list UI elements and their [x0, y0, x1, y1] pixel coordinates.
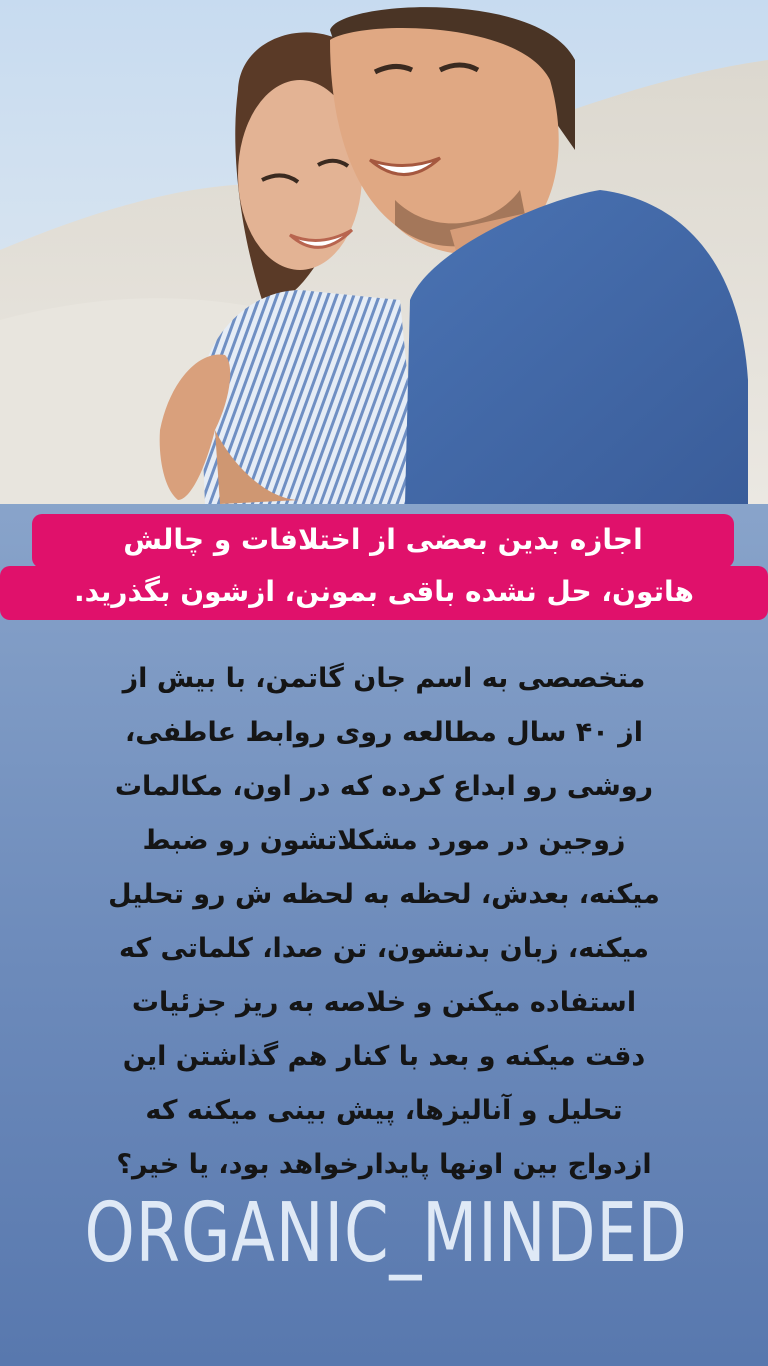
body-line: روشی رو ابداع کرده که در اون، مکالمات	[114, 771, 654, 802]
body-line: زوجین در مورد مشکلاتشون رو ضبط	[142, 825, 626, 856]
headline-line-1: اجازه بدین بعضی از اختلافات و چالش	[32, 514, 734, 568]
headline-banner	[0, 508, 768, 628]
body-line: تحلیل و آنالیزها، پیش بینی میکنه که	[145, 1095, 623, 1126]
body-line: میکنه، زبان بدنشون، تن صدا، کلماتی که	[118, 933, 650, 964]
body-line: استفاده میکنن و خلاصه به ریز جزئیات	[131, 987, 637, 1018]
body-line: میکنه، بعدش، لحظه به لحظه ش رو تحلیل	[108, 879, 660, 910]
watermark-text: ORGANIC_MINDED	[84, 1186, 688, 1281]
couple-hugging-photo-icon	[0, 0, 768, 504]
headline-line-2: هاتون، حل نشده باقی بمونن، ازشون بگذرید.	[0, 566, 768, 620]
body-paragraph	[40, 652, 728, 1192]
body-line: ازدواج بین اونها پایدارخواهد بود، یا خیر؟	[116, 1149, 652, 1180]
body-line: دقت میکنه و بعد با کنار هم گذاشتن این	[122, 1041, 646, 1072]
body-line: متخصصی به اسم جان گاتمن، با بیش از	[122, 663, 646, 694]
couple-photo	[0, 0, 768, 504]
body-line: از ۴۰ سال مطالعه روی روابط عاطفی،	[125, 717, 643, 748]
